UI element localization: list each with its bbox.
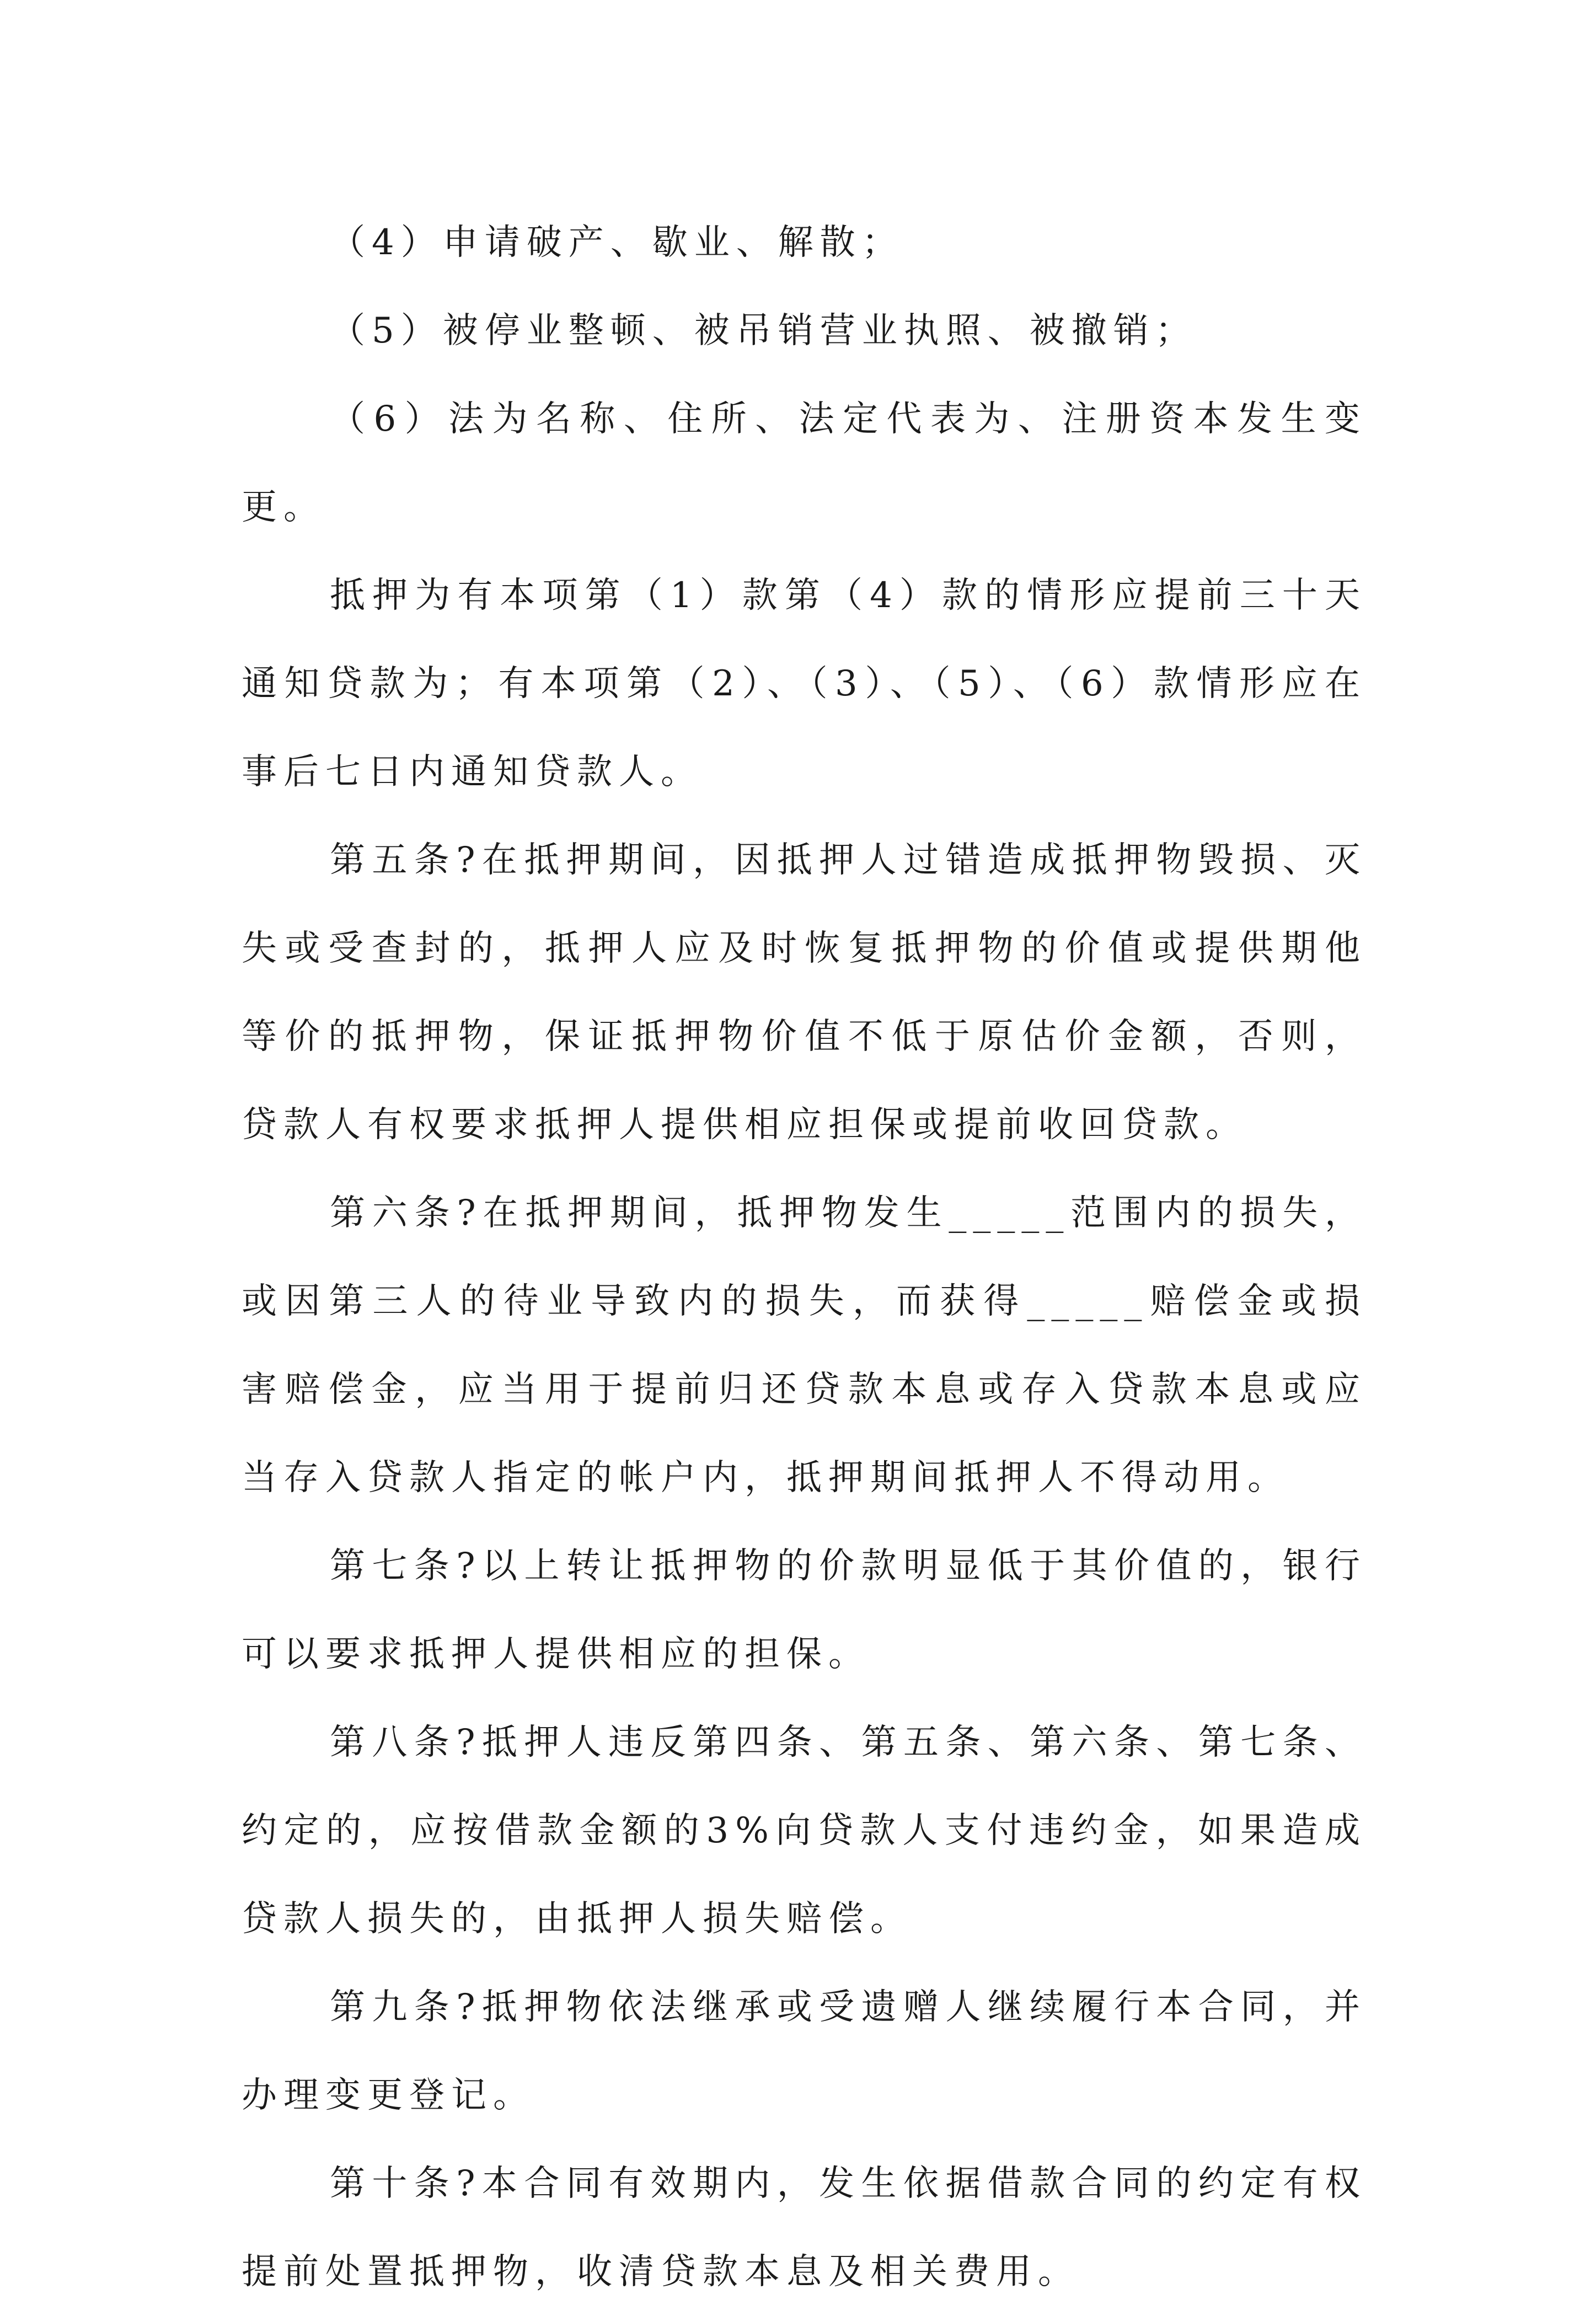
clause-item-6: （6）法为名称、住所、法定代表为、注册资本发生变更。 [242,399,1367,528]
clause-item-5: （5）被停业整顿、被吊销营业执照、被撤销； [330,310,1197,351]
article-5: 第五条?在抵押期间，因抵押人过错造成抵押物毁损、灭失或受查封的，抵押人应及时恢复抵押物的价值或提供期他等价的抵押物，保证抵押物价值不低于原估价金额，否则，贷款人有权要求抵押人提供相应担保或提前收回贷款。 [242,840,1367,1145]
clause-item-4: （4）申请破产、歇业、解散； [330,222,904,263]
notice-paragraph: 抵押为有本项第（1）款第（4）款的情形应提前三十天通知贷款为；有本项第（2）、（3）、（5）、（6）款情形应在事后七日内通知贷款人。 [242,575,1367,792]
article-9: 第九条?抵押物依法继承或受遗赠人继续履行本合同，并办理变更登记。 [242,1987,1367,2116]
article-7: 第七条?以上转让抵押物的价款明显低于其价值的，银行可以要求抵押人提供相应的担保。 [242,1546,1367,1675]
article-10: 第十条?本合同有效期内，发生依据借款合同的约定有权提前处置抵押物，收清贷款本息及相关费用。 [242,2163,1367,2292]
article-8: 第八条?抵押人违反第四条、第五条、第六条、第七条、约定的，应按借款金额的3%向贷款人支付违约金，如果造成贷款人损失的，由抵押人损失赔偿。 [242,1722,1367,1939]
article-6: 第六条?在抵押期间，抵押物发生_____范围内的损失，或因第三人的待业导致内的损失，而获得_____赔偿金或损害赔偿金，应当用于提前归还贷款本息或存入贷款本息或应当存入贷款人指定的帐户内，抵押期间抵押人不得动用。 [242,1193,1367,1498]
document-body [242,199,1367,2316]
